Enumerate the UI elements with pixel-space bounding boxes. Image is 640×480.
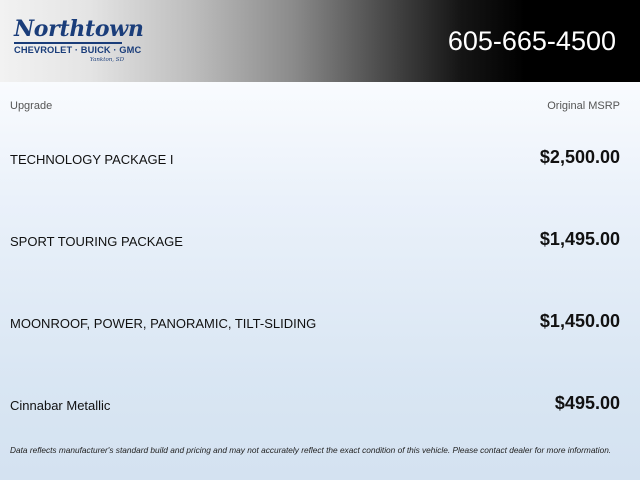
table-row [0, 226, 640, 256]
upgrade-name: TECHNOLOGY PACKAGE I [10, 152, 174, 167]
logo-brands: CHEVROLET · BUICK · GMC [14, 45, 142, 55]
column-header-msrp: Original MSRP [547, 100, 620, 112]
upgrade-price: $495.00 [554, 393, 620, 413]
header-banner [0, 0, 640, 82]
disclaimer-text: Data reflects manufacturer's standard build and pricing and may not accurately reflect the exact condition of this vehicle. Please contact dealer for more information. [10, 445, 612, 455]
dealer-phone[interactable]: 605-665-4500 [447, 26, 616, 56]
upgrade-name: MOONROOF, POWER, PANORAMIC, TILT-SLIDING [10, 316, 317, 331]
table-row [0, 390, 640, 420]
table-row [0, 308, 640, 338]
logo-city: Yankton, SD [89, 57, 124, 63]
table-row [0, 144, 640, 174]
upgrade-price: $1,450.00 [539, 311, 620, 331]
upgrade-name: SPORT TOURING PACKAGE [10, 234, 183, 249]
upgrade-name: Cinnabar Metallic [10, 398, 111, 413]
logo-wordmark: Northtown [14, 16, 144, 42]
upgrade-price: $1,495.00 [539, 229, 620, 249]
logo-divider [14, 42, 122, 44]
dealer-logo[interactable] [12, 16, 144, 66]
upgrade-price: $2,500.00 [539, 147, 620, 167]
column-header-upgrade: Upgrade [10, 100, 53, 112]
